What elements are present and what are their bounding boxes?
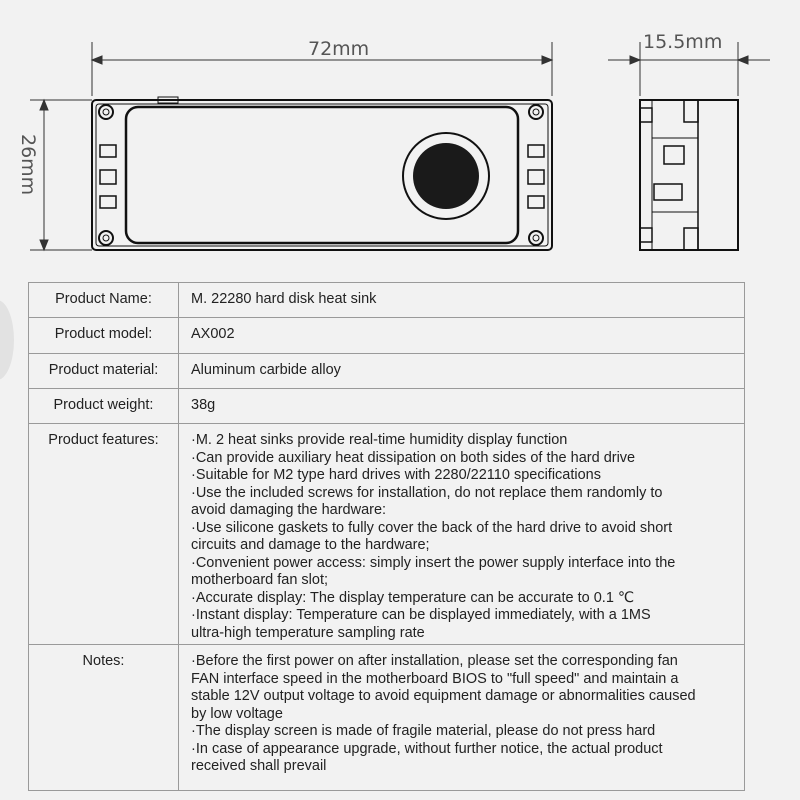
spec-label: Product weight: [29,389,179,424]
note-line: ·The display screen is made of fragile material, please do not press hard [191,723,656,739]
note-line: received shall prevail [191,758,327,774]
feature-line: ·Accurate display: The display temperature can be accurate to 0.1 ℃ [191,589,635,606]
spec-row-model [29,318,745,354]
feature-line: ·M. 2 heat sinks provide real-time humidity display function [191,432,568,448]
spec-row-weight [29,389,745,424]
spec-value: Aluminum carbide alloy [179,354,745,389]
background-shadow [0,300,14,380]
spec-row-name [29,283,745,318]
feature-line: avoid damaging the hardware: [191,502,387,518]
height-label: 26mm [17,134,39,196]
spec-label: Product Name: [29,283,179,318]
feature-line: ·Use the included screws for installation, do not replace them randomly to [191,484,663,501]
feature-line: ·Instant display: Temperature can be displayed immediately, with a 1MS [191,607,651,623]
spec-label: Product model: [29,318,179,354]
features-label: Product features: [29,424,179,645]
feature-line: ·Convenient power access: simply insert the power supply interface into the [191,554,676,571]
features-list [179,424,745,645]
notes-label: Notes: [29,645,179,791]
heat-sink-side-view [640,100,738,250]
feature-line: ultra-high temperature sampling rate [191,624,425,641]
spec-table [28,282,745,791]
note-line: ·Before the first power on after installation, please set the corresponding fan [191,653,678,669]
spec-value: 38g [179,389,745,424]
note-line: ·In case of appearance upgrade, without further notice, the actual product [191,740,663,757]
feature-line: circuits and damage to the hardware; [191,537,430,553]
width-label: 72mm [308,38,370,60]
spec-value: M. 22280 hard disk heat sink [179,283,745,318]
feature-line: ·Use silicone gaskets to fully cover the back of the hard drive to avoid short [191,519,673,536]
depth-label: 15.5mm [643,31,723,53]
heat-sink-front-view [92,97,552,250]
note-line: by low voltage [191,705,283,722]
spec-row-features [29,424,745,645]
spec-row-material [29,354,745,389]
spec-row-notes [29,645,745,791]
note-line: FAN interface speed in the motherboard BIOS to "full speed" and maintain a [191,670,679,687]
notes-list [179,645,745,791]
note-line: stable 12V output voltage to avoid equipment damage or abnormalities caused [191,688,696,704]
dimension-drawing [0,0,800,270]
spec-value: AX002 [179,318,745,354]
feature-line: ·Can provide auxiliary heat dissipation on both sides of the hard drive [191,449,636,466]
spec-label: Product material: [29,354,179,389]
feature-line: motherboard fan slot; [191,572,329,588]
feature-line: ·Suitable for M2 type hard drives with 2280/22110 specifications [191,467,601,483]
